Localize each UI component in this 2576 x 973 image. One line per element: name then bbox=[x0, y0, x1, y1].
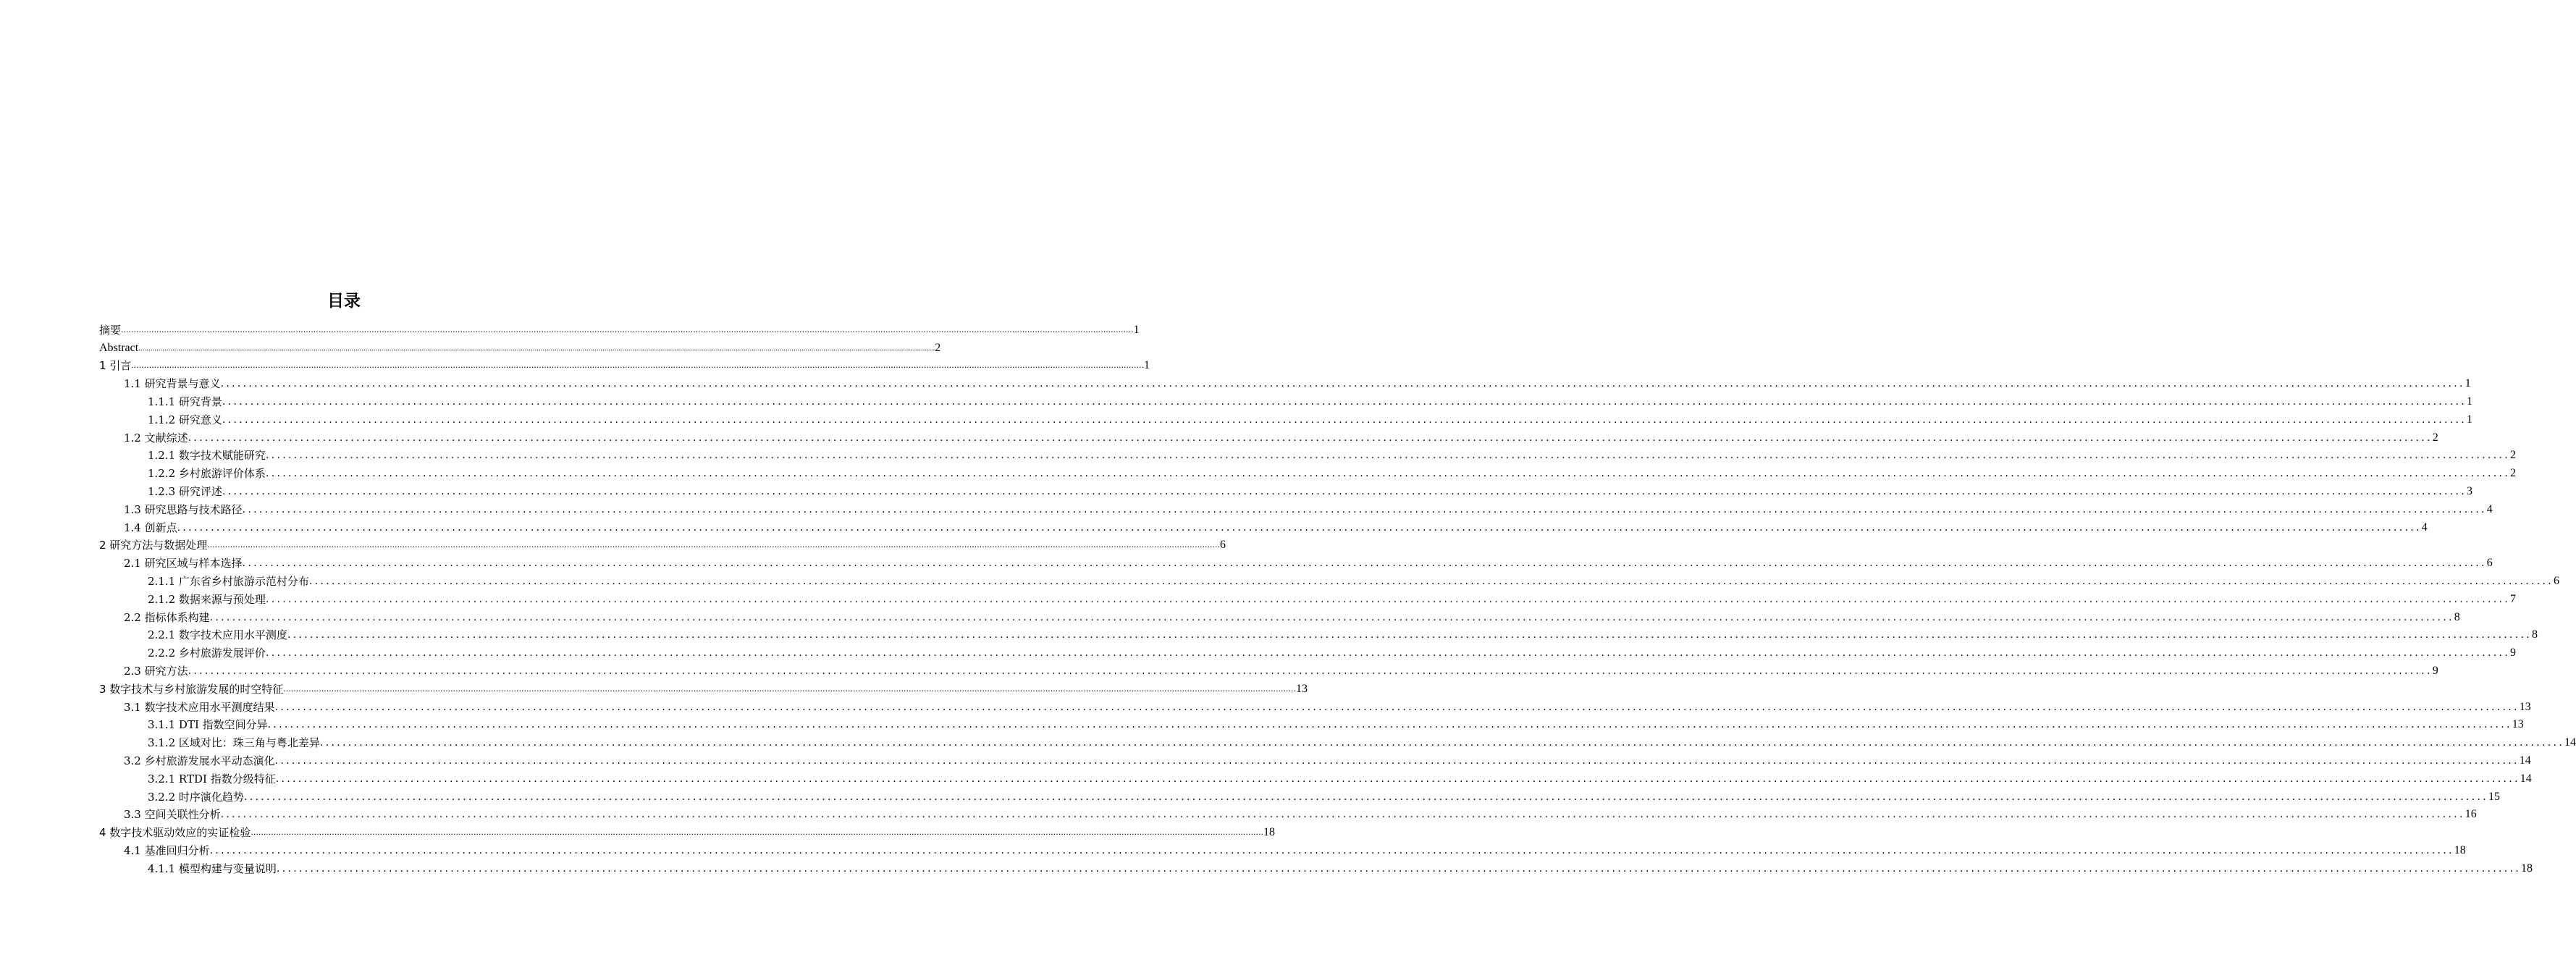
toc-entry-title: 3.1 数字技术应用水平测度结果 bbox=[124, 700, 275, 714]
toc-leader-dots: ................................................................................................................................................................................................................................................................................................................................................................................................................ bbox=[265, 468, 2511, 480]
toc-entry-title: 摘要 bbox=[99, 323, 122, 337]
toc-leader-dots: ................................................................................................................................................................................................................................................................................................................................................................................................................ bbox=[220, 809, 2465, 821]
toc-leader-dots: ................................................................................................................................................................................................................................................................................................................................................................................................................ bbox=[177, 521, 2422, 534]
toc-leader-dots: ................................................................................................................................................................................................................................................................................................................................................................................................................ bbox=[242, 503, 2487, 515]
toc-entry-page: 2 bbox=[935, 341, 941, 354]
toc-entry-page: 1 bbox=[2467, 413, 2473, 426]
toc-entry[interactable] bbox=[99, 337, 941, 355]
toc-leader-dots: ................................................................................................................................................................................................................................................................................................................................................................................................................ bbox=[222, 395, 2467, 408]
toc-entry-page: 6 bbox=[1219, 539, 1226, 552]
toc-entry-page: 1 bbox=[1143, 359, 1150, 372]
toc-entry-page: 6 bbox=[2554, 574, 2560, 587]
toc-leader-dots: ................................................................................................................................................................................................................................................................................................................................................................................................................ bbox=[222, 485, 2467, 497]
toc-entry[interactable] bbox=[99, 767, 2532, 785]
toc-leader-dots: ................................................................................................................................................................................................................................................................................................................................................................................................................ bbox=[319, 737, 2565, 749]
toc-entry[interactable] bbox=[99, 660, 2438, 678]
toc-entry-page: 3 bbox=[2467, 484, 2473, 497]
toc-entry-title: 3.2 乡村旅游发展水平动态演化 bbox=[124, 754, 275, 767]
toc-entry[interactable] bbox=[99, 570, 2560, 588]
toc-entry-title: 4 数字技术驱动效应的实证检验 bbox=[99, 826, 251, 840]
toc-entry-title: 2.2.2 乡村旅游发展评价 bbox=[148, 646, 266, 660]
toc-entry[interactable] bbox=[99, 445, 2517, 463]
toc-leader-dots: ................................................................................................................................................................................................................................................................................................................................................................................................................ bbox=[308, 575, 2554, 587]
toc-entry-page: 9 bbox=[2432, 664, 2438, 677]
toc-leader-dots: ................................................................................................................................................................................................................................................................................................................................................................................................................ bbox=[121, 324, 1134, 334]
toc-entry-page: 1 bbox=[1133, 323, 1140, 336]
toc-leader-dots: ................................................................................................................................................................................................................................................................................................................................................................................................................ bbox=[265, 647, 2511, 660]
toc-entry-page: 2 bbox=[2510, 449, 2517, 462]
toc-entry[interactable] bbox=[99, 426, 2438, 445]
toc-entry-title: 1.1.1 研究背景 bbox=[148, 395, 222, 408]
toc-entry-page: 18 bbox=[2521, 862, 2533, 875]
table-of-contents bbox=[99, 319, 2576, 875]
toc-entry-page: 9 bbox=[2510, 646, 2517, 660]
toc-entry[interactable] bbox=[99, 606, 2460, 624]
toc-entry[interactable] bbox=[99, 696, 2531, 714]
toc-leader-dots: ................................................................................................................................................................................................................................................................................................................................................................................................................ bbox=[188, 665, 2433, 677]
toc-entry[interactable] bbox=[99, 588, 2517, 606]
toc-entry[interactable] bbox=[99, 319, 1140, 337]
toc-entry[interactable] bbox=[99, 641, 2517, 660]
toc-entry-page: 18 bbox=[2454, 843, 2466, 856]
toc-entry-title: 1.1.2 研究意义 bbox=[148, 413, 222, 426]
toc-entry-title: 1 引言 bbox=[99, 359, 132, 373]
toc-entry-title: 1.2.1 数字技术赋能研究 bbox=[148, 449, 266, 463]
toc-entry-page: 16 bbox=[2465, 808, 2477, 821]
toc-entry-title: 3 数字技术与乡村旅游发展的时空特征 bbox=[99, 682, 284, 696]
toc-entry-title: 1.2.2 乡村旅游评价体系 bbox=[148, 467, 266, 481]
toc-entry-title: 3.1.1 DTI 指数空间分异 bbox=[148, 718, 268, 732]
toc-leader-dots: ................................................................................................................................................................................................................................................................................................................................................................................................................ bbox=[209, 611, 2454, 623]
toc-leader-dots: ................................................................................................................................................................................................................................................................................................................................................................................................................ bbox=[287, 629, 2533, 641]
toc-leader-dots: ................................................................................................................................................................................................................................................................................................................................................................................................................ bbox=[276, 862, 2522, 875]
toc-entry[interactable] bbox=[99, 372, 2471, 391]
toc-leader-dots: ................................................................................................................................................................................................................................................................................................................................................................................................................ bbox=[265, 450, 2511, 462]
toc-leader-dots: ................................................................................................................................................................................................................................................................................................................................................................................................................ bbox=[209, 844, 2454, 856]
toc-entry-title: 2.2 指标体系构建 bbox=[124, 610, 210, 624]
toc-entry-title: 2.2.1 数字技术应用水平测度 bbox=[148, 628, 287, 642]
toc-entry[interactable] bbox=[99, 714, 2524, 732]
toc-leader-dots: ................................................................................................................................................................................................................................................................................................................................................................................................................ bbox=[242, 557, 2487, 570]
toc-leader-dots: ................................................................................................................................................................................................................................................................................................................................................................................................................ bbox=[222, 413, 2467, 426]
toc-entry-title: 3.1.2 区域对比：珠三角与粤北差异 bbox=[148, 736, 320, 750]
toc-entry-page: 1 bbox=[2467, 395, 2473, 408]
toc-entry-title: 1.3 研究思路与技术路径 bbox=[124, 502, 243, 516]
toc-entry-page: 13 bbox=[2512, 718, 2524, 731]
toc-entry-page: 18 bbox=[1263, 826, 1275, 839]
toc-leader-dots: ................................................................................................................................................................................................................................................................................................................................................................................................................ bbox=[265, 593, 2511, 605]
toc-entry[interactable] bbox=[99, 552, 2493, 570]
toc-entry[interactable] bbox=[99, 462, 2517, 481]
toc-entry-title: 2 研究方法与数据处理 bbox=[99, 539, 208, 552]
toc-entry-page: 13 bbox=[2519, 700, 2531, 713]
toc-entry[interactable] bbox=[99, 731, 2576, 750]
toc-entry[interactable] bbox=[99, 678, 1308, 696]
toc-entry[interactable] bbox=[99, 749, 2531, 767]
toc-title: 目录 bbox=[327, 292, 361, 311]
toc-entry-page: 14 bbox=[2520, 772, 2532, 785]
toc-entry[interactable] bbox=[99, 804, 2477, 822]
toc-entry-title: 2.1.2 数据来源与预处理 bbox=[148, 592, 266, 606]
toc-leader-dots: ................................................................................................................................................................................................................................................................................................................................................................................................................ bbox=[275, 772, 2520, 785]
toc-entry-title: 1.1 研究背景与意义 bbox=[124, 377, 221, 391]
toc-entry-title: 4.1 基准回归分析 bbox=[124, 843, 210, 857]
toc-entry[interactable] bbox=[99, 408, 2473, 426]
toc-entry[interactable] bbox=[99, 624, 2538, 642]
toc-entry-page: 2 bbox=[2432, 431, 2438, 444]
toc-leader-dots: ................................................................................................................................................................................................................................................................................................................................................................................................................ bbox=[131, 361, 1144, 371]
toc-entry-title: 2.1.1 广东省乡村旅游示范村分布 bbox=[148, 574, 309, 588]
toc-leader-dots: ................................................................................................................................................................................................................................................................................................................................................................................................................ bbox=[274, 701, 2520, 713]
toc-entry[interactable] bbox=[99, 480, 2473, 498]
toc-entry-title: 1.4 创新点 bbox=[124, 521, 177, 534]
toc-entry-page: 6 bbox=[2486, 557, 2493, 570]
toc-leader-dots: ................................................................................................................................................................................................................................................................................................................................................................................................................ bbox=[274, 754, 2520, 767]
toc-entry-page: 2 bbox=[2510, 467, 2517, 480]
toc-entry-title: 1.2.3 研究评述 bbox=[148, 484, 222, 498]
toc-entry-page: 8 bbox=[2532, 628, 2538, 641]
toc-entry-title: 4.1.1 模型构建与变量说明 bbox=[148, 862, 277, 875]
toc-entry[interactable] bbox=[99, 390, 2473, 408]
toc-leader-dots: ................................................................................................................................................................................................................................................................................................................................................................................................................ bbox=[188, 431, 2433, 444]
toc-entry-page: 13 bbox=[1295, 682, 1308, 695]
toc-entry-title: Abstract bbox=[99, 341, 139, 354]
toc-entry[interactable] bbox=[99, 857, 2533, 875]
toc-entry[interactable] bbox=[99, 355, 1150, 373]
toc-entry-title: 2.3 研究方法 bbox=[124, 664, 188, 678]
toc-entry-page: 7 bbox=[2510, 592, 2517, 605]
toc-leader-dots: ................................................................................................................................................................................................................................................................................................................................................................................................................ bbox=[283, 683, 1296, 694]
toc-entry[interactable] bbox=[99, 516, 2428, 534]
toc-entry-title: 3.3 空间关联性分析 bbox=[124, 808, 221, 822]
toc-entry-title: 3.2.2 时序演化趋势 bbox=[148, 790, 244, 804]
toc-entry[interactable] bbox=[99, 534, 1226, 552]
toc-leader-dots: ................................................................................................................................................................................................................................................................................................................................................................................................................ bbox=[138, 343, 935, 353]
toc-leader-dots: ................................................................................................................................................................................................................................................................................................................................................................................................................ bbox=[251, 827, 1263, 838]
toc-entry-title: 2.1 研究区域与样本选择 bbox=[124, 557, 243, 570]
toc-entry-page: 14 bbox=[2564, 736, 2576, 749]
toc-leader-dots: ................................................................................................................................................................................................................................................................................................................................................................................................................ bbox=[207, 540, 1220, 550]
toc-entry-title: 1.2 文献综述 bbox=[124, 431, 188, 445]
toc-leader-dots: ................................................................................................................................................................................................................................................................................................................................................................................................................ bbox=[220, 378, 2465, 390]
toc-entry-page: 4 bbox=[2421, 521, 2428, 534]
toc-entry[interactable] bbox=[99, 785, 2501, 804]
toc-entry-page: 14 bbox=[2519, 754, 2531, 767]
toc-entry-title: 3.2.1 RTDI 指数分级特征 bbox=[148, 772, 276, 785]
toc-leader-dots: ................................................................................................................................................................................................................................................................................................................................................................................................................ bbox=[267, 719, 2512, 731]
toc-entry-page: 8 bbox=[2454, 610, 2460, 623]
toc-entry-page: 4 bbox=[2486, 502, 2493, 515]
toc-leader-dots: ................................................................................................................................................................................................................................................................................................................................................................................................................ bbox=[243, 791, 2489, 803]
toc-entry[interactable] bbox=[99, 839, 2466, 857]
toc-entry[interactable] bbox=[99, 498, 2493, 516]
toc-entry[interactable] bbox=[99, 821, 1275, 840]
toc-entry-page: 1 bbox=[2465, 377, 2471, 390]
toc-entry-page: 15 bbox=[2488, 790, 2501, 803]
